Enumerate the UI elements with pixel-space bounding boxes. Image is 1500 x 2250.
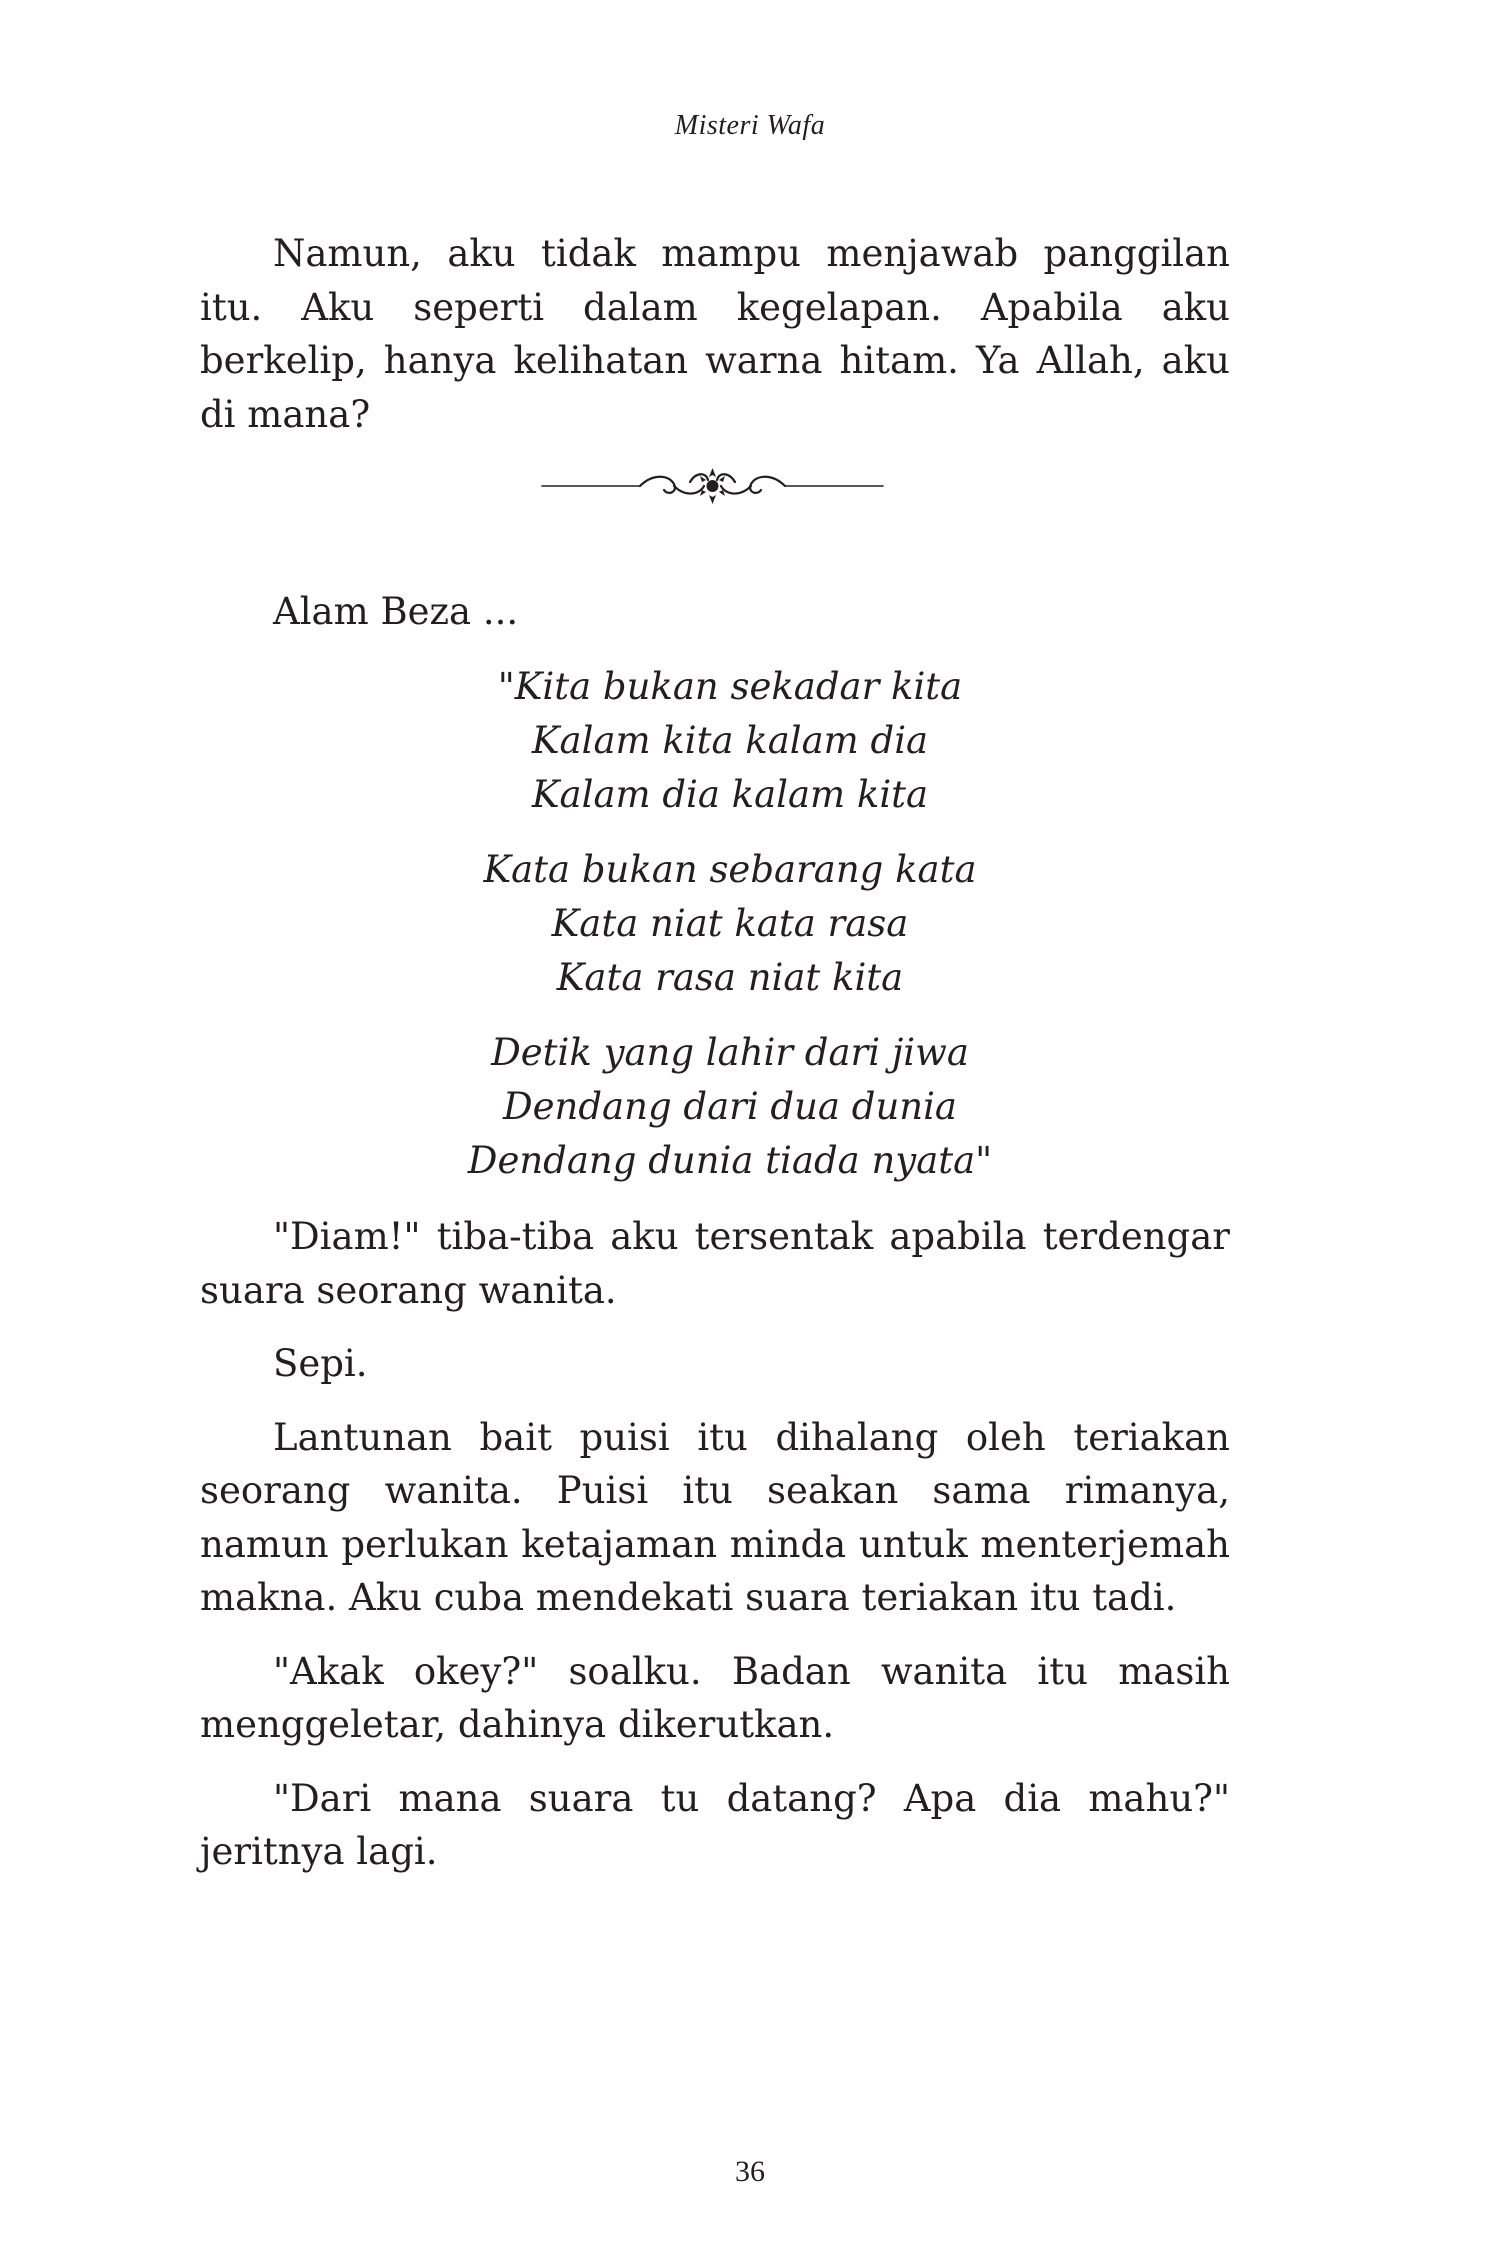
poem-line: "Kita bukan sekadar kita	[497, 665, 963, 708]
poem-line: Dendang dunia tiada nyata"	[467, 1139, 993, 1182]
closing-paragraphs	[200, 1210, 1230, 1879]
section-heading: Alam Beza ...	[273, 590, 519, 633]
poem-stanza	[300, 660, 1160, 822]
opening-paragraphs	[200, 227, 1230, 441]
poem-line: Kata niat kata rasa	[551, 902, 909, 945]
poem	[300, 660, 1160, 1209]
flourish-divider-icon	[540, 462, 885, 510]
poem-line: Detik yang lahir dari jiwa	[491, 1031, 969, 1074]
running-header: Misteri Wafa	[674, 110, 826, 141]
poem-line: Dendang dari dua dunia	[502, 1085, 957, 1128]
paragraph: Sepi.	[273, 1342, 368, 1385]
poem-line: Kata rasa niat kita	[556, 956, 904, 999]
poem-line: Kata bukan sebarang kata	[483, 848, 977, 891]
poem-stanza	[300, 1026, 1160, 1188]
poem-line: Kalam dia kalam kita	[531, 773, 929, 816]
page-number: 36	[735, 2155, 765, 2188]
poem-stanza	[300, 843, 1160, 1005]
paragraph: "Akak okey?" soalku. Badan wanita itu masih menggeletar, dahinya dikerutkan.	[200, 1649, 1230, 1746]
paragraph: "Dari mana suara tu datang? Apa dia mahu?" jeritnya lagi.	[200, 1776, 1230, 1873]
paragraph: Namun, aku tidak mampu menjawab panggilan itu. Aku seperti dalam kegelapan. Apabila aku berkelip, hanya kelihatan warna hitam. Ya Allah, aku di mana?	[200, 232, 1230, 436]
paragraph: Lantunan bait puisi itu dihalang oleh teriakan seorang wanita. Puisi itu seakan sama rimanya, namun perlukan ketajaman minda untuk menterjemah makna. Aku cuba mendekati suara teriakan itu tadi.	[200, 1415, 1230, 1619]
poem-line: Kalam kita kalam dia	[531, 719, 929, 762]
paragraph: "Diam!" tiba-tiba aku tersentak apabila terdengar suara seorang wanita.	[200, 1215, 1230, 1312]
